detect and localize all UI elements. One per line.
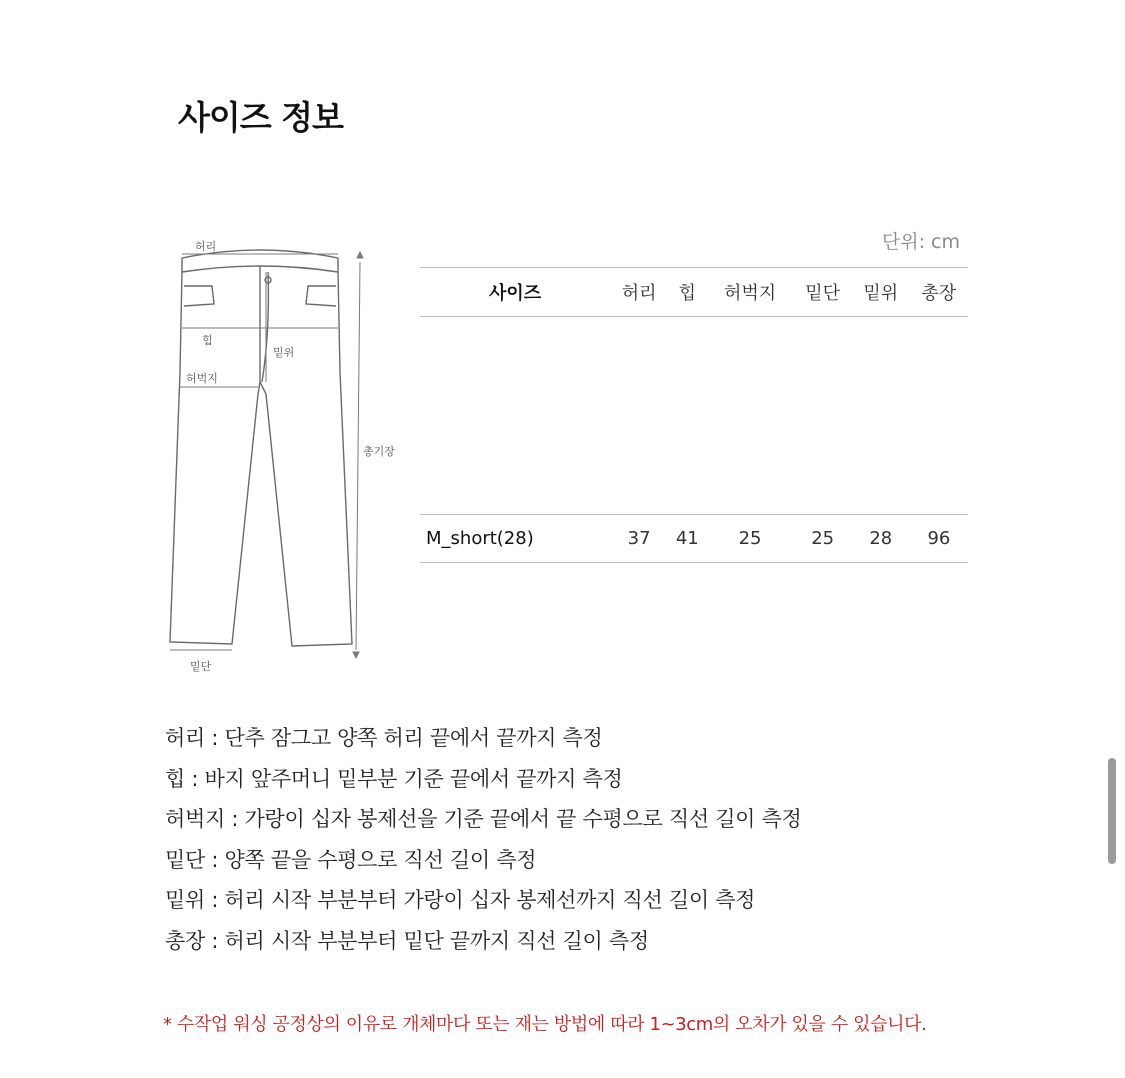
- header-thigh: 허벅지: [706, 268, 793, 317]
- cell-size: M_short(28): [420, 515, 610, 563]
- note-thigh: 허벅지 : 가랑이 십자 봉제선을 기준 끝에서 끝 수평으로 직선 길이 측정: [165, 807, 802, 831]
- cell-waist: 37: [610, 515, 668, 563]
- header-waist: 허리: [610, 268, 668, 317]
- unit-label: 단위: cm: [881, 231, 960, 253]
- cell-hem: 25: [794, 515, 852, 563]
- size-table: [420, 267, 968, 563]
- cell-total-length: 96: [910, 515, 968, 563]
- thigh-label: 허벅지: [186, 372, 218, 385]
- note-rise: 밑위 : 허리 시작 부분부터 가랑이 십자 봉제선까지 직선 길이 측정: [165, 888, 756, 912]
- total-length-label: 총기장: [363, 445, 395, 458]
- pants-measurement-diagram: [160, 232, 410, 682]
- note-hem: 밑단 : 양쪽 끝을 수평으로 직선 길이 측정: [165, 847, 537, 872]
- measurement-notes: [165, 718, 802, 961]
- header-hem: 밑단: [794, 268, 852, 317]
- rise-label: 밑위: [273, 346, 295, 359]
- header-size: 사이즈: [420, 268, 610, 317]
- header-rise: 밑위: [852, 268, 910, 317]
- cell-hip: 41: [668, 515, 706, 563]
- scrollbar-thumb[interactable]: [1108, 758, 1116, 864]
- header-hip: 힙: [668, 268, 706, 317]
- table-row: [420, 515, 968, 563]
- waist-label: 허리: [195, 240, 217, 253]
- hem-label: 밑단: [190, 660, 212, 673]
- table-header-row: [420, 268, 968, 317]
- cell-thigh: 25: [706, 515, 793, 563]
- hip-label: 힙: [202, 334, 213, 347]
- header-total-length: 총장: [910, 268, 968, 317]
- note-hip: 힙 : 바지 앞주머니 밑부분 기준 끝에서 끝까지 측정: [165, 766, 623, 791]
- cell-rise: 28: [852, 515, 910, 563]
- note-total-length: 총장 : 허리 시작 부분부터 밑단 끝까지 직선 길이 측정: [165, 928, 649, 953]
- page-title: 사이즈 정보: [178, 98, 343, 137]
- disclaimer-note: * 수작업 워싱 공정상의 이유로 개체마다 또는 재는 방법에 따라 1~3cm의 오차가 있을 수 있습니다.: [163, 1014, 927, 1035]
- note-waist: 허리 : 단추 잠그고 양쪽 허리 끝에서 끝까지 측정: [165, 726, 603, 750]
